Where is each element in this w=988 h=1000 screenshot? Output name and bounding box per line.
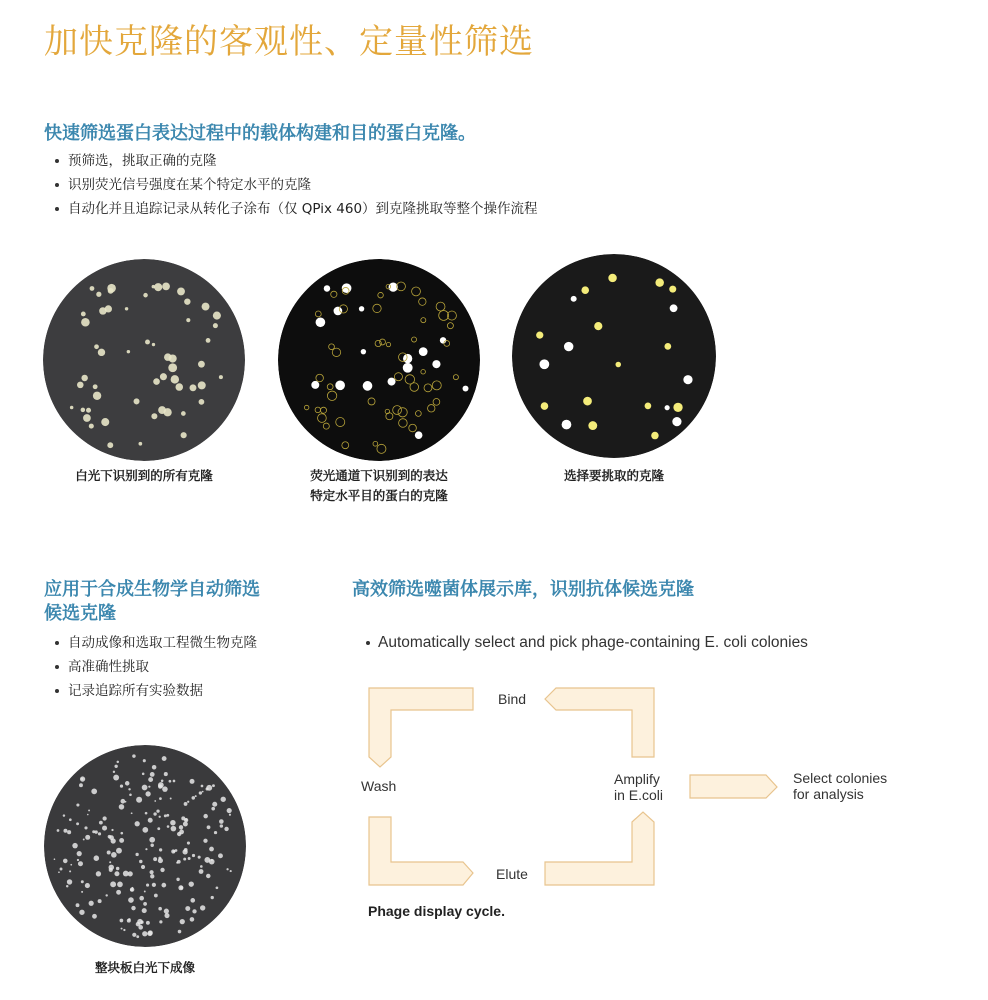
cycle-caption: Phage display cycle. xyxy=(368,903,505,919)
bullet-item: 识别荧光信号强度在某个特定水平的克隆 xyxy=(52,173,538,197)
cycle-arrow-elute xyxy=(369,817,473,885)
bullet-item: 自动化并且追踪记录从转化子涂布（仅 QPix 460）到克隆挑取等整个操作流程 xyxy=(52,197,538,221)
bullet-item: 自动成像和选取工程微生物克隆 xyxy=(52,631,257,655)
section3-bullet: Automatically select and pick phage-containing E. coli colonies xyxy=(366,634,808,652)
cycle-label-amplify: Amplify in E.coli xyxy=(614,771,664,803)
cycle-label-wash: Wash xyxy=(361,778,397,794)
cycle-arrow-wash xyxy=(369,688,473,767)
caption-selected: 选择要挑取的克隆 xyxy=(563,468,664,483)
caption-whole-plate: 整块板白光下成像 xyxy=(94,960,195,975)
section2-heading: 应用于合成生物学自动筛选 候选克隆 xyxy=(44,579,260,624)
bullet-item: 记录追踪所有实验数据 xyxy=(52,679,257,703)
cycle-label-select: Select colonies for analysis xyxy=(793,770,888,802)
cycle-arrow-bind xyxy=(545,688,654,757)
section1-heading: 快速筛选蛋白表达过程中的载体构建和目的蛋白克隆。 xyxy=(44,123,476,144)
cycle-label-elute: Elute xyxy=(496,866,528,882)
bullet-item: 高准确性挑取 xyxy=(52,655,257,679)
bullet-item: 预筛选，挑取正确的克隆 xyxy=(52,149,538,173)
section3-heading: 高效筛选噬菌体展示库，识别抗体候选克隆 xyxy=(352,579,694,600)
cycle-label-bind: Bind xyxy=(498,691,527,707)
caption-fluorescence: 荧光通道下识别到的表达 特定水平目的蛋白的克隆 xyxy=(310,468,448,503)
cycle-arrow-amplify xyxy=(545,812,654,885)
page-title: 加快克隆的客观性、定量性筛选 xyxy=(44,22,534,62)
cycle-arrow-select xyxy=(690,775,777,798)
caption-white-light: 白光下识别到的所有克隆 xyxy=(75,468,213,483)
